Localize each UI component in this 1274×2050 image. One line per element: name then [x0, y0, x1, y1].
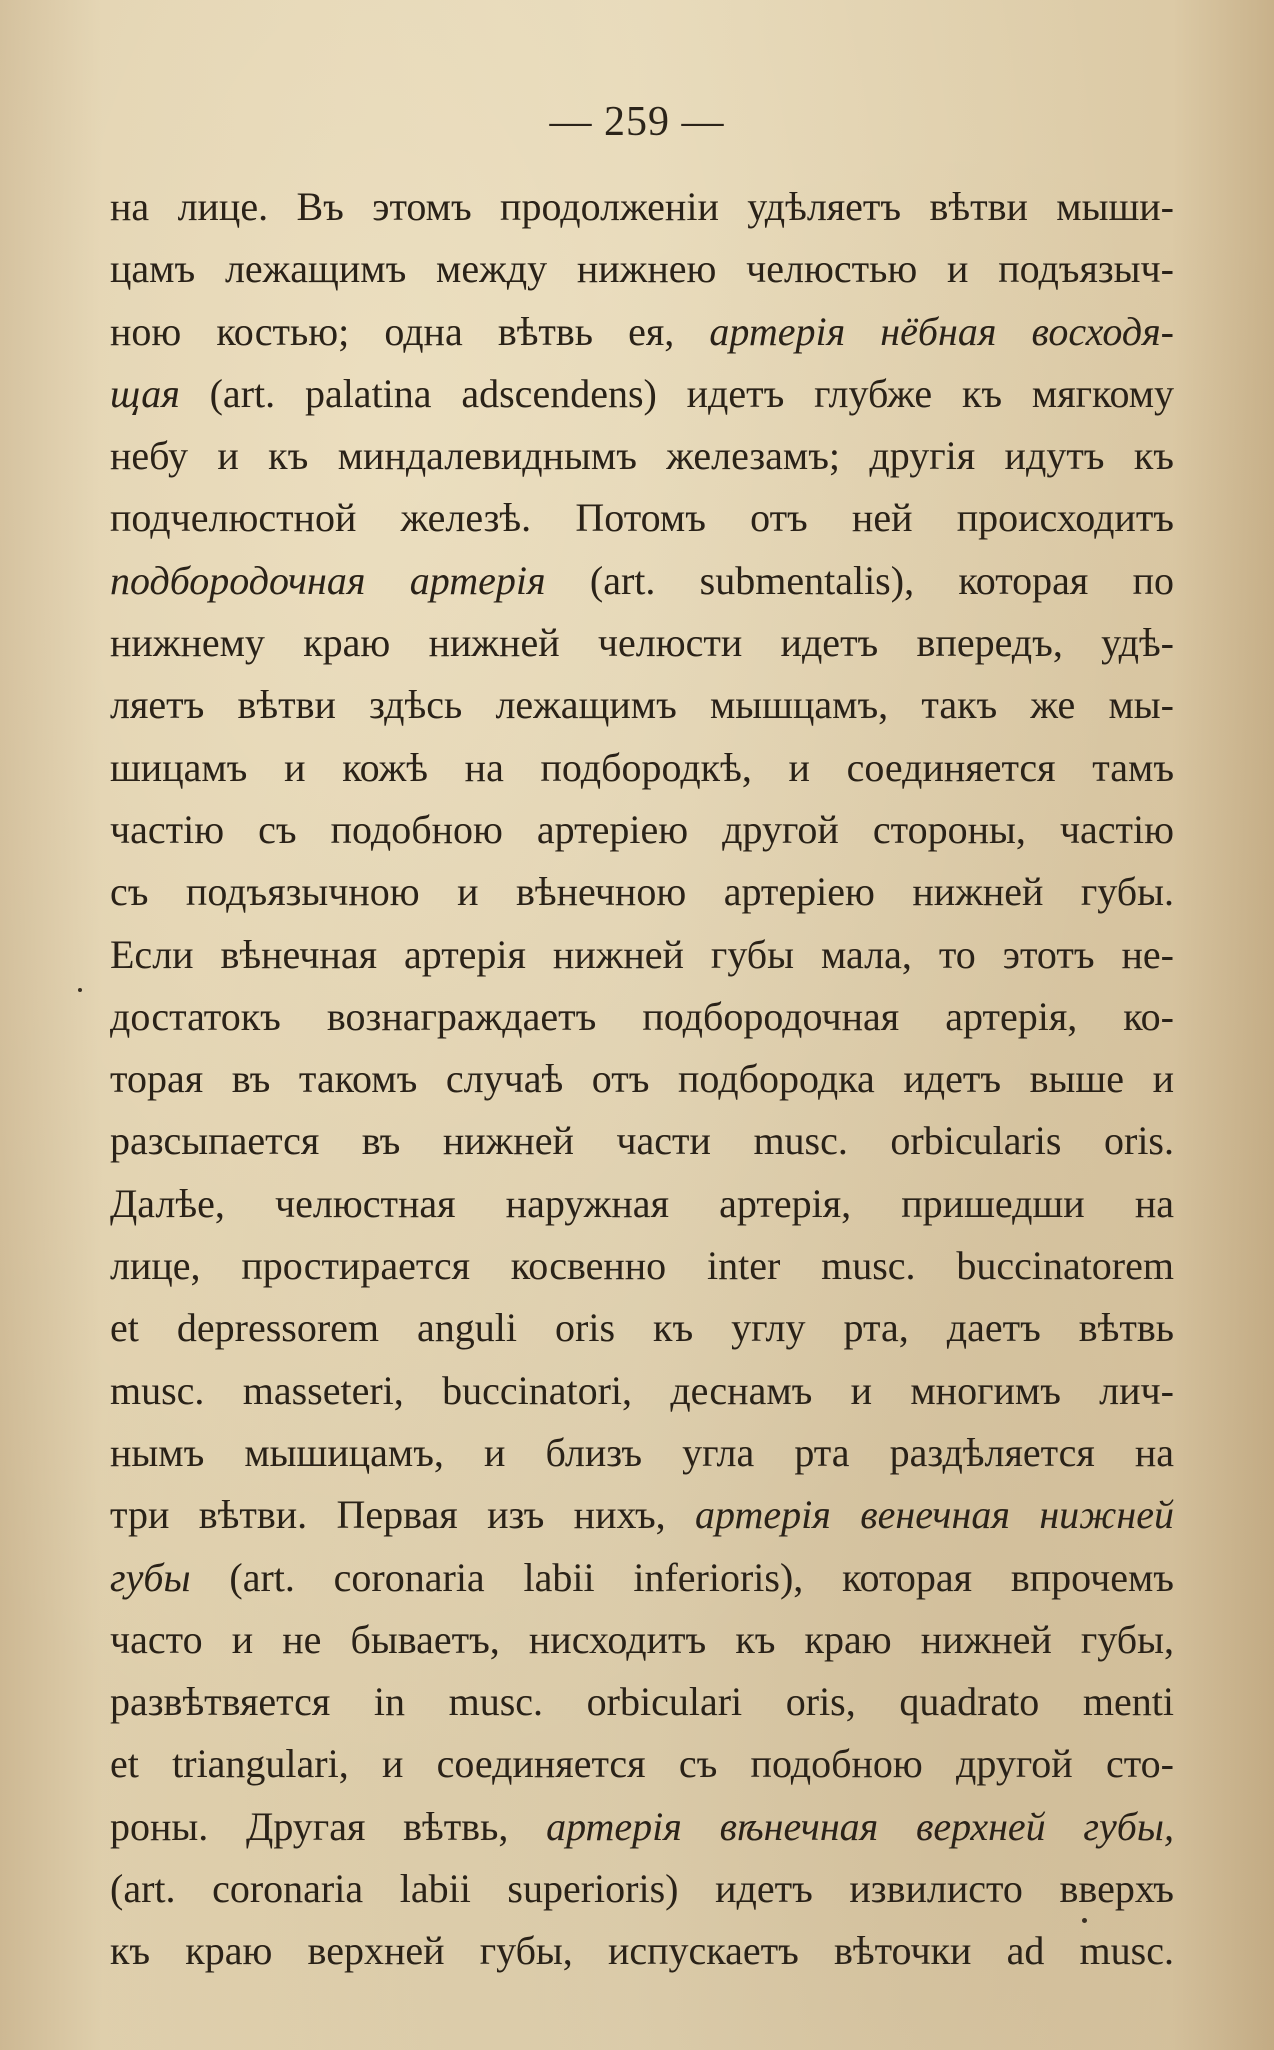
- text-segment: нымъ мышицамъ, и близъ угла рта раздѣляется на: [110, 1429, 1174, 1475]
- text-segment: частію съ подобною артеріею другой стороны, частію: [110, 806, 1174, 852]
- page-number: — 259 —: [549, 99, 725, 145]
- text-segment: три вѣтви. Первая изъ нихъ,: [110, 1492, 696, 1538]
- text-line: [110, 861, 1174, 923]
- body-text: [110, 176, 1174, 1983]
- text-segment: нижнему краю нижней челюсти идетъ впередъ, удѣ-: [110, 620, 1174, 666]
- text-line: [110, 301, 1174, 363]
- text-segment: разсыпается въ нижней части musc. orbicularis oris.: [110, 1118, 1174, 1164]
- text-segment: къ краю верхней губы, испускаетъ вѣточки ad musc.: [110, 1928, 1174, 1974]
- text-segment: ляетъ вѣтви здѣсь лежащимъ мышцамъ, такъ же мы-: [110, 682, 1174, 728]
- text-segment: et depressorem anguli oris къ углу рта, даетъ вѣтвь: [110, 1305, 1174, 1351]
- text-segment: лице, простирается косвенно inter musc. buccinatorem: [110, 1243, 1174, 1289]
- text-segment: подчелюстной железѣ. Потомъ отъ ней происходитъ: [110, 495, 1174, 541]
- text-line: [110, 1235, 1174, 1297]
- text-segment: цамъ лежащимъ между нижнею челюстью и подъязыч-: [110, 246, 1174, 292]
- text-line: [110, 924, 1174, 986]
- text-line: [110, 1422, 1174, 1484]
- text-segment: часто и не бываетъ, нисходитъ къ краю нижней губы,: [110, 1616, 1174, 1662]
- text-line: [110, 1173, 1174, 1235]
- text-segment: развѣтвяется in musc. orbiculari oris, quadrato menti: [110, 1679, 1174, 1725]
- text-segment: (art. palatina adscendens) идетъ глубже къ мягкому: [179, 370, 1174, 416]
- text-line: [110, 1110, 1174, 1172]
- italic-term: губы: [110, 1554, 191, 1600]
- text-segment: musc. masseteri, buccinatori, деснамъ и многимъ лич-: [110, 1367, 1174, 1413]
- text-segment: роны. Другая вѣтвь,: [110, 1803, 547, 1849]
- text-line: [110, 550, 1174, 612]
- text-line: [110, 1920, 1174, 1982]
- text-line: [110, 1733, 1174, 1795]
- text-segment: Если вѣнечная артерія нижней губы мала, то этотъ не-: [110, 931, 1174, 977]
- text-line: [110, 425, 1174, 487]
- italic-term: артерія вѣнечная верхней губы,: [546, 1803, 1174, 1849]
- text-line: [110, 1671, 1174, 1733]
- text-line: [110, 1484, 1174, 1546]
- text-line: [110, 737, 1174, 799]
- ink-speck: [78, 988, 82, 992]
- text-line: [110, 238, 1174, 300]
- text-segment: на лице. Въ этомъ продолженіи удѣляетъ вѣтви мыши-: [110, 184, 1174, 229]
- text-segment: съ подъязычною и вѣнечною артеріею нижней губы.: [110, 869, 1174, 915]
- text-segment: (art. coronaria labii superioris) идетъ извилисто вверхъ: [110, 1866, 1174, 1912]
- text-segment: Далѣе, челюстная наружная артерія, пришедши на: [110, 1180, 1174, 1226]
- text-line: [110, 1360, 1174, 1422]
- text-line: [110, 1547, 1174, 1609]
- text-line: [110, 1609, 1174, 1671]
- text-segment: шицамъ и кожѣ на подбородкѣ, и соединяется тамъ: [110, 744, 1174, 790]
- text-segment: торая въ такомъ случаѣ отъ подбородка идетъ выше и: [110, 1056, 1174, 1102]
- text-line: [110, 799, 1174, 861]
- text-line: [110, 1297, 1174, 1359]
- text-segment: ною костью; одна вѣтвь ея,: [110, 308, 710, 354]
- text-segment: (art. coronaria labii inferioris), которая впрочемъ: [190, 1554, 1174, 1600]
- text-line: [110, 986, 1174, 1048]
- text-line: [110, 176, 1174, 238]
- italic-term: щая: [110, 370, 180, 416]
- italic-term: артерія венечная нижней: [695, 1492, 1174, 1538]
- text-line: [110, 1796, 1174, 1858]
- text-line: [110, 674, 1174, 736]
- text-line: [110, 363, 1174, 425]
- text-line: [110, 612, 1174, 674]
- italic-term: подбородочная артерія: [110, 557, 546, 603]
- text-segment: et triangulari, и соединяется съ подобною другой сто-: [110, 1741, 1174, 1787]
- text-line: [110, 487, 1174, 549]
- text-line: [110, 1858, 1174, 1920]
- ink-speck: [1082, 1918, 1087, 1923]
- text-segment: небу и къ миндалевиднымъ железамъ; другія идутъ къ: [110, 433, 1174, 479]
- text-segment: (art. submentalis), которая по: [545, 557, 1174, 603]
- italic-term: артерія нёбная восходя-: [709, 308, 1174, 354]
- text-line: [110, 1048, 1174, 1110]
- text-segment: достатокъ вознаграждаетъ подбородочная артерія, ко-: [110, 993, 1174, 1039]
